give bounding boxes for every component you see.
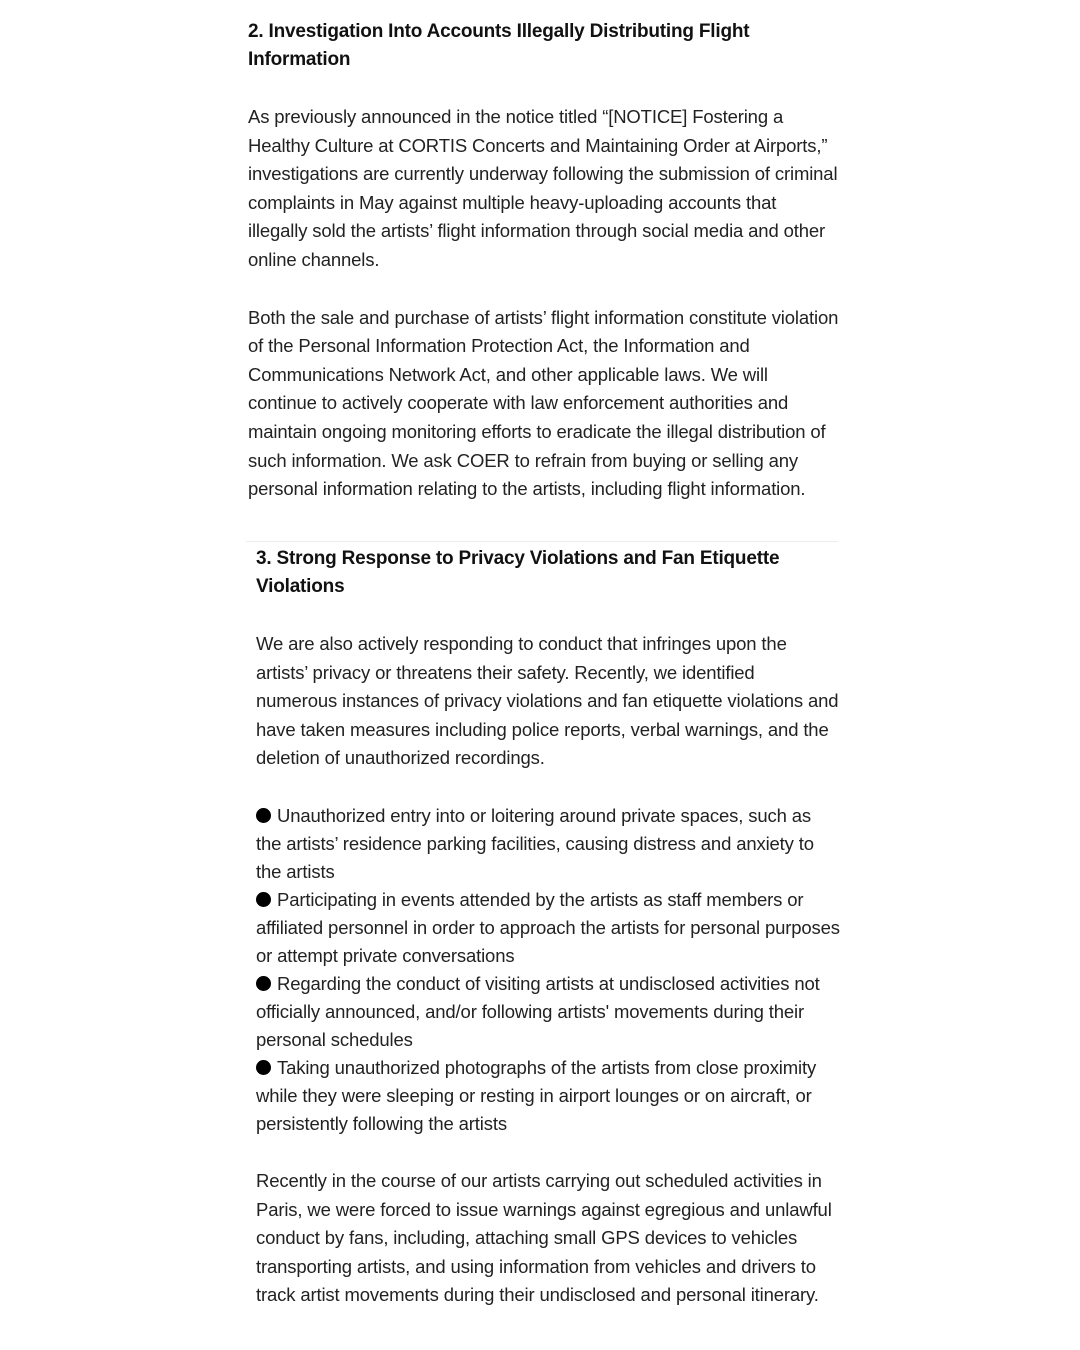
list-item <box>256 970 840 1054</box>
list-item-text: Regarding the conduct of visiting artists at undisclosed activities not officially announced, and/or following artists' movements during their personal schedules <box>256 972 820 1050</box>
list-item <box>256 802 840 886</box>
section-heading: 3. Strong Response to Privacy Violations and Fan Etiquette Violations <box>256 548 780 597</box>
spacer <box>256 1138 840 1167</box>
section-paragraph: Both the sale and purchase of artists’ flight information constitute violation of the Personal Information Protection Act, the Information and Communications Network Act, and other applicable laws. We will continue to actively cooperate with law enforcement authorities and maintain ongoing monitoring efforts to eradicate the illegal distribution of such information. We ask COER to refrain from buying or selling any personal information relating to the artists, including flight information. <box>248 306 839 500</box>
section-divider <box>246 541 838 542</box>
list-item <box>256 886 840 970</box>
list-item <box>256 1054 840 1138</box>
filled-circle-bullet-icon <box>256 1060 271 1075</box>
spacer <box>256 773 840 802</box>
section-paragraph: As previously announced in the notice titled “[NOTICE] Fostering a Healthy Culture at CORTIS Concerts and Maintaining Order at Airports,” investigations are currently underway following the submission of criminal complaints in May against multiple heavy-uploading accounts that illegally sold the artists’ flight information through social media and other online channels. <box>248 106 838 270</box>
section-flight-information <box>248 18 840 504</box>
filled-circle-bullet-icon <box>256 892 271 907</box>
list-item-text: Participating in events attended by the artists as staff members or affiliated personnel in order to approach the artists for personal purposes or attempt private conversations <box>256 888 840 966</box>
filled-circle-bullet-icon <box>256 808 271 823</box>
list-item-text: Taking unauthorized photographs of the artists from close proximity while they were sleeping or resting in airport lounges or on aircraft, or persistently following the artists <box>256 1056 817 1134</box>
spacer <box>256 601 840 630</box>
violation-list <box>256 802 840 1138</box>
section-privacy-violations <box>256 545 840 1310</box>
section-paragraph: Recently in the course of our artists carrying out scheduled activities in Paris, we were forced to issue warnings against egregious and unlawful conduct by fans, including, attaching small GPS devices to vehicles transporting artists, and using information from vehicles and drivers to track artist movements during their undisclosed and personal itinerary. <box>256 1169 832 1306</box>
list-item-text: Unauthorized entry into or loitering around private spaces, such as the artists’ residence parking facilities, causing distress and anxiety to the artists <box>256 804 814 882</box>
spacer <box>248 74 840 103</box>
section-heading: 2. Investigation Into Accounts Illegally Distributing Flight Information <box>248 21 750 70</box>
filled-circle-bullet-icon <box>256 976 271 991</box>
spacer <box>248 275 840 304</box>
section-paragraph: We are also actively responding to conduct that infringes upon the artists’ privacy or threatens their safety. Recently, we identified numerous instances of privacy violations and fan etiquette violations and have taken measures including police reports, verbal warnings, and the deletion of unauthorized recordings. <box>256 633 839 769</box>
